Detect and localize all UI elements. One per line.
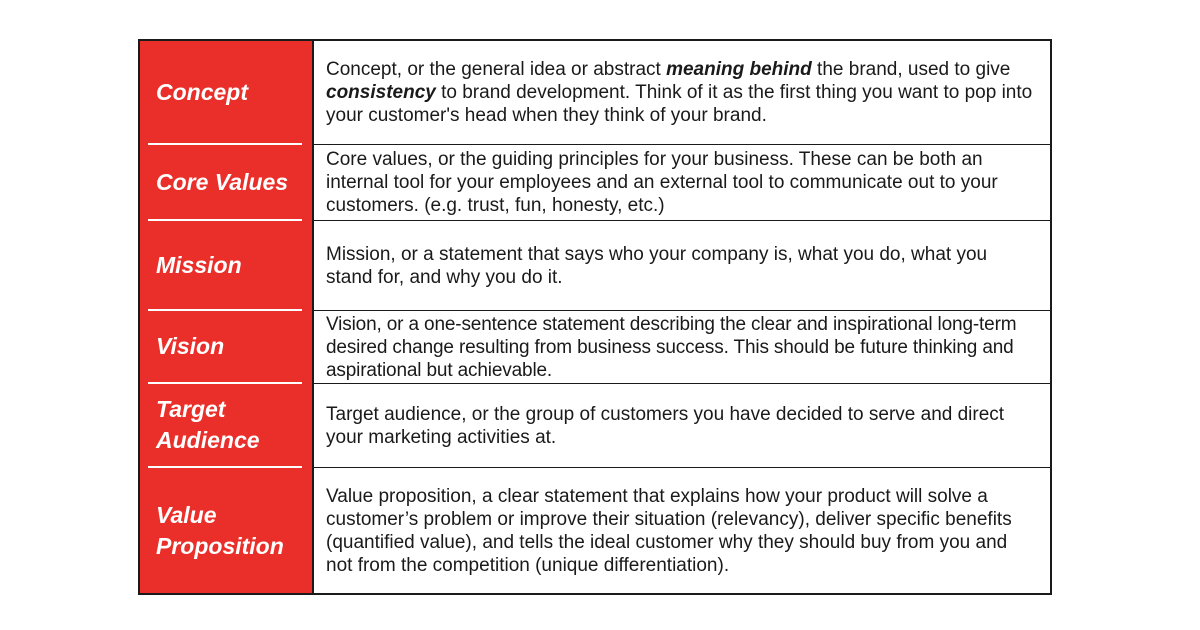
description-concept-part: to brand development. Think of it as the first thing you want to pop into your customer's head when they think of your brand.: [326, 82, 1033, 126]
label-concept: [140, 41, 312, 143]
label-target-audience-line1: Target: [156, 396, 226, 422]
description-mission-text: Mission, or a statement that says who your company is, what you do, what you stand for, and why you do it.: [326, 243, 988, 288]
description-mission: [314, 221, 1050, 311]
description-concept-part: the brand, used to give: [811, 59, 1011, 80]
description-core-values: [314, 145, 1050, 221]
label-target-audience: [140, 384, 312, 466]
label-vision-text: Vision: [156, 333, 225, 359]
label-mission: [140, 221, 312, 309]
description-column: [314, 41, 1050, 593]
label-value-proposition-line1: Value: [156, 501, 217, 528]
label-target-audience-text: [156, 394, 260, 456]
label-core-values: [140, 145, 312, 219]
description-core-values-text: Core values, or the guiding principles for your business. These can be both an internal tool for your employees and an external tool to communicate out to your customers. (e.g. trust, fun, honesty, etc.): [326, 149, 998, 216]
description-concept-text: [326, 58, 1038, 127]
brand-elements-table: [138, 39, 1052, 595]
description-concept-emphasis: consistency: [326, 82, 436, 103]
label-target-audience-line2: Audience: [156, 427, 260, 453]
label-value-proposition: [140, 468, 312, 593]
description-concept-emphasis: meaning behind: [666, 59, 812, 80]
label-mission-text: Mission: [156, 251, 242, 278]
label-value-proposition-text: [156, 500, 284, 562]
description-concept: [314, 41, 1050, 145]
description-target-audience: [314, 384, 1050, 468]
description-vision: [314, 311, 1050, 384]
description-concept-part: Concept, or the general idea or abstract: [326, 59, 667, 80]
label-vision: [140, 311, 312, 382]
description-vision-text: Vision, or a one-sentence statement describing the clear and inspirational long-term desired change resulting from business success. This should be future thinking and aspirational but achievable.: [326, 313, 1017, 381]
description-value-proposition-text: Value proposition, a clear statement that explains how your product will solve a customer’s problem or improve their situation (relevancy), deliver specific benefits (quantified value), and tells the ideal customer why they should buy from you and not from the competition (unique differentiation).: [326, 485, 1012, 576]
label-concept-text: Concept: [156, 78, 248, 105]
label-column: [140, 41, 314, 593]
label-core-values-text: Core Values: [156, 168, 289, 195]
label-value-proposition-line2: Proposition: [156, 532, 284, 559]
description-target-audience-text: Target audience, or the group of customers you have decided to serve and direct your marketing activities at.: [326, 403, 1005, 448]
description-value-proposition: [314, 468, 1050, 593]
